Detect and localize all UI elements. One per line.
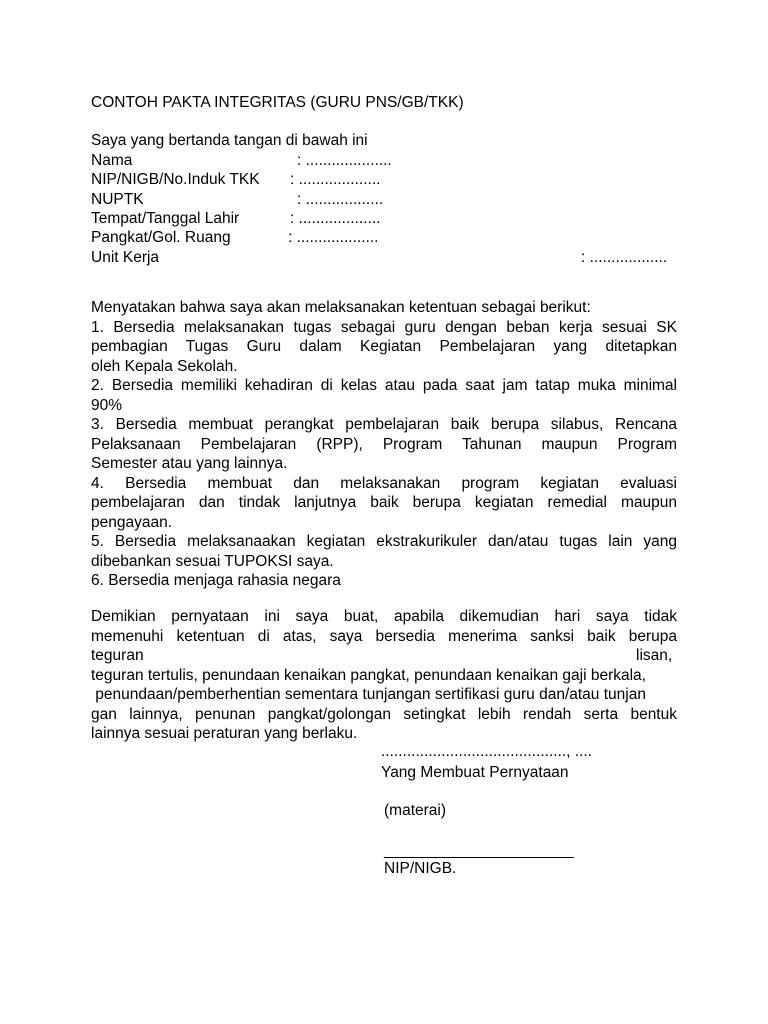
field-value-nama: : .................... bbox=[297, 152, 392, 169]
closing-line: memenuhi ketentuan di atas, saya bersedia menerima sanksi baik berupa bbox=[91, 628, 677, 645]
field-label-nuptk: NUPTK bbox=[91, 191, 144, 208]
list-item: 2. Bersedia memiliki kehadiran di kelas atau pada saat jam tatap muka minimal bbox=[91, 377, 677, 394]
list-item: 90% bbox=[91, 397, 123, 414]
field-label-ttl: Tempat/Tanggal Lahir bbox=[91, 210, 240, 227]
list-item: 3. Bersedia membuat perangkat pembelajaran baik berupa silabus, Rencana bbox=[91, 416, 677, 433]
field-value-nip: : ................... bbox=[290, 171, 381, 188]
signature-line: ______________________ bbox=[384, 842, 574, 859]
intro-text: Saya yang bertanda tangan di bawah ini bbox=[91, 132, 368, 149]
closing-line: teguran tertulis, penundaan kenaikan pangkat, penundaan kenaikan gaji berkala, bbox=[91, 667, 646, 684]
closing-line: penundaan/pemberhentian sementara tunjangan sertifikasi guru dan/atau tunjan bbox=[91, 686, 646, 703]
field-value-unit-kerja: : .................. bbox=[581, 249, 668, 266]
closing-line: lainnya sesuai peraturan yang berlaku. bbox=[91, 725, 358, 742]
field-value-ttl: : ................... bbox=[290, 210, 381, 227]
field-label-unit-kerja: Unit Kerja bbox=[91, 249, 160, 266]
list-item: 1. Bersedia melaksanakan tugas sebagai guru dengan beban kerja sesuai SK bbox=[91, 319, 677, 336]
list-item: pengayaan. bbox=[91, 514, 173, 531]
signature-place-date: ..........................................., .... bbox=[381, 743, 593, 760]
field-label-nama: Nama bbox=[91, 152, 133, 169]
list-item: 6. Bersedia menjaga rahasia negara bbox=[91, 572, 341, 589]
signature-id-label: NIP/NIGB. bbox=[384, 860, 457, 877]
list-item: pembagian Tugas Guru dalam Kegiatan Pembelajaran yang ditetapkan bbox=[91, 338, 677, 355]
list-item: 5. Bersedia melaksanaakan kegiatan ekstrakurikuler dan/atau tugas lain yang bbox=[91, 533, 677, 550]
field-value-pangkat: : ................... bbox=[288, 229, 379, 246]
statement-intro: Menyatakan bahwa saya akan melaksanakan ketentuan sebagai berikut: bbox=[91, 299, 591, 316]
field-label-pangkat: Pangkat/Gol. Ruang bbox=[91, 229, 231, 246]
closing-line: teguran bbox=[91, 647, 144, 664]
field-label-nip: NIP/NIGB/No.Induk TKK bbox=[91, 171, 260, 188]
list-item: Semester atau yang lainnya. bbox=[91, 455, 288, 472]
document-title: CONTOH PAKTA INTEGRITAS (GURU PNS/GB/TKK) bbox=[91, 94, 464, 111]
list-item: Pelaksanaan Pembelajaran (RPP), Program Tahunan maupun Program bbox=[91, 436, 677, 453]
list-item: dibebankan sesuai TUPOKSI saya. bbox=[91, 553, 334, 570]
signature-stamp: (materai) bbox=[384, 802, 447, 819]
list-item: 4. Bersedia membuat dan melaksanakan program kegiatan evaluasi bbox=[91, 475, 677, 492]
signature-maker: Yang Membuat Pernyataan bbox=[381, 764, 569, 781]
list-item: oleh Kepala Sekolah. bbox=[91, 358, 238, 375]
closing-line: lisan, bbox=[636, 647, 673, 664]
closing-line: gan lainnya, penunan pangkat/golongan setingkat lebih rendah serta bentuk bbox=[91, 706, 677, 723]
closing-line: Demikian pernyataan ini saya buat, apabila dikemudian hari saya tidak bbox=[91, 608, 677, 625]
list-item: pembelajaran dan tindak lanjutnya baik berupa kegiatan remedial maupun bbox=[91, 494, 677, 511]
field-value-nuptk: : .................. bbox=[297, 191, 384, 208]
